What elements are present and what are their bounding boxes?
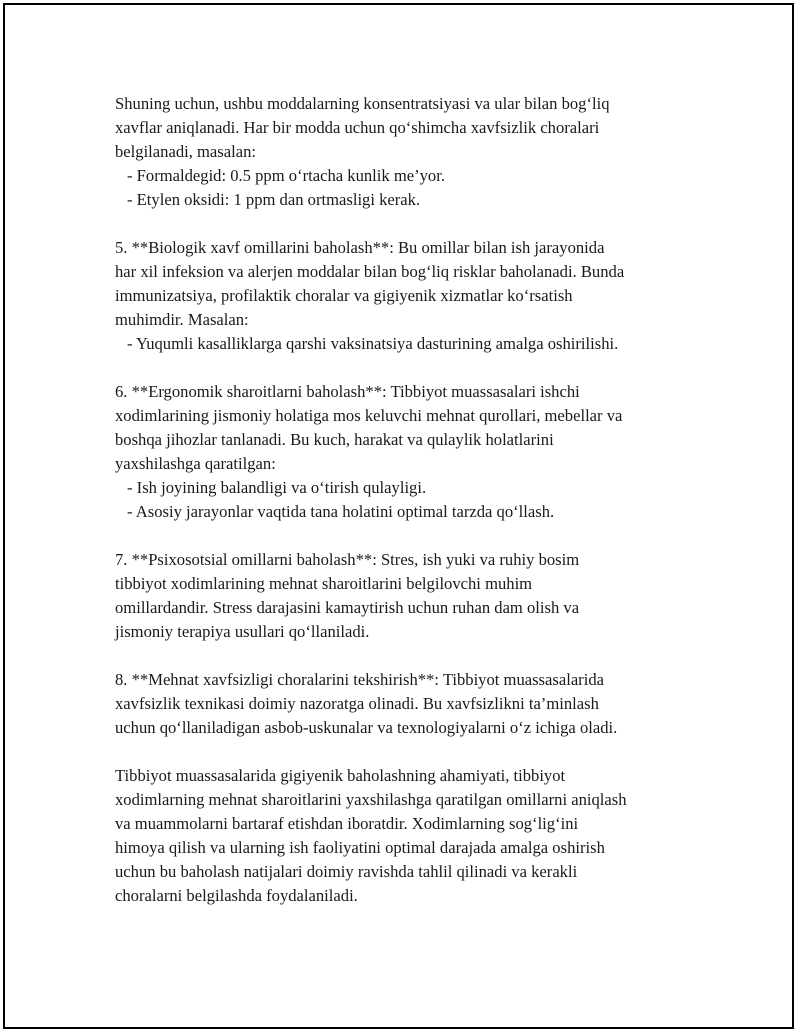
paragraph-line: choralarni belgilashda foydalaniladi. (115, 886, 358, 905)
paragraph-line: har xil infeksion va alerjen moddalar bilan bog‘liq risklar baholanadi. Bunda (115, 262, 625, 281)
paragraph-line: Shuning uchun, ushbu moddalarning konsentratsiyasi va ular bilan bog‘liq (115, 94, 610, 113)
paragraph-line: muhimdir. Masalan: (115, 310, 249, 329)
paragraph-line: 7. **Psixosotsial omillarni baholash**: Stres, ish yuki va ruhiy bosim (115, 550, 580, 569)
paragraph-line: 6. **Ergonomik sharoitlarni baholash**: Tibbiyot muassasalari ishchi (115, 382, 580, 401)
paragraph-line: uchun bu baholash natijalari doimiy ravishda tahlil qilinadi va kerakli (115, 862, 578, 881)
paragraph-line: va muammolarni bartaraf etishdan iboratdir. Xodimlarning sog‘lig‘ini (115, 814, 579, 833)
paragraph-line: jismoniy terapiya usullari qo‘llaniladi. (115, 622, 370, 641)
paragraph-line: boshqa jihozlar tanlanadi. Bu kuch, harakat va qulaylik holatlarini (115, 430, 554, 449)
paragraph-line: uchun qo‘llaniladigan asbob-uskunalar va texnologiyalarni o‘z ichiga oladi. (115, 718, 618, 737)
paragraph-line: xodimlarining jismoniy holatiga mos keluvchi mehnat qurollari, mebellar va (115, 406, 623, 425)
paragraph-line: yaxshilashga qaratilgan: (115, 454, 276, 473)
list-item: - Formaldegid: 0.5 ppm o‘rtacha kunlik me’yor. (127, 166, 445, 185)
list-item: - Etylen oksidi: 1 ppm dan ortmasligi kerak. (127, 190, 421, 209)
paragraph-line: belgilanadi, masalan: (115, 142, 256, 161)
paragraph-hazard-concentrations (115, 92, 715, 212)
list-item: - Ish joyining balandligi va o‘tirish qulayligi. (127, 478, 427, 497)
paragraph-line: himoya qilish va ularning ish faoliyatini optimal darajada amalga oshirish (115, 838, 605, 857)
list-item: - Asosiy jarayonlar vaqtida tana holatini optimal tarzda qo‘llash. (127, 502, 555, 521)
section-psychosocial-factors (115, 548, 715, 644)
paragraph-line: Tibbiyot muassasalarida gigiyenik baholashning ahamiyati, tibbiyot (115, 766, 566, 785)
list-item: - Yuqumli kasalliklarga qarshi vaksinatsiya dasturining amalga oshirilishi. (127, 334, 619, 353)
paragraph-line: immunizatsiya, profilaktik choralar va gigiyenik xizmatlar ko‘rsatish (115, 286, 573, 305)
paragraph-line: xavflar aniqlanadi. Har bir modda uchun qo‘shimcha xavfsizlik choralari (115, 118, 600, 137)
paragraph-line: xavfsizlik texnikasi doimiy nazoratga olinadi. Bu xavfsizlikni ta’minlash (115, 694, 599, 713)
document-body (115, 92, 715, 932)
section-biological-hazards (115, 236, 715, 356)
paragraph-line: xodimlarning mehnat sharoitlarini yaxshilashga qaratilgan omillarni aniqlash (115, 790, 627, 809)
section-safety-measures (115, 668, 715, 740)
paragraph-line: omillardandir. Stress darajasini kamaytirish uchun ruhan dam olish va (115, 598, 580, 617)
paragraph-conclusion (115, 764, 715, 908)
paragraph-line: tibbiyot xodimlarining mehnat sharoitlarini belgilovchi muhim (115, 574, 533, 593)
paragraph-line: 8. **Mehnat xavfsizligi choralarini tekshirish**: Tibbiyot muassasalarida (115, 670, 604, 689)
paragraph-line: 5. **Biologik xavf omillarini baholash**: Bu omillar bilan ish jarayonida (115, 238, 605, 257)
section-ergonomic-conditions (115, 380, 715, 524)
